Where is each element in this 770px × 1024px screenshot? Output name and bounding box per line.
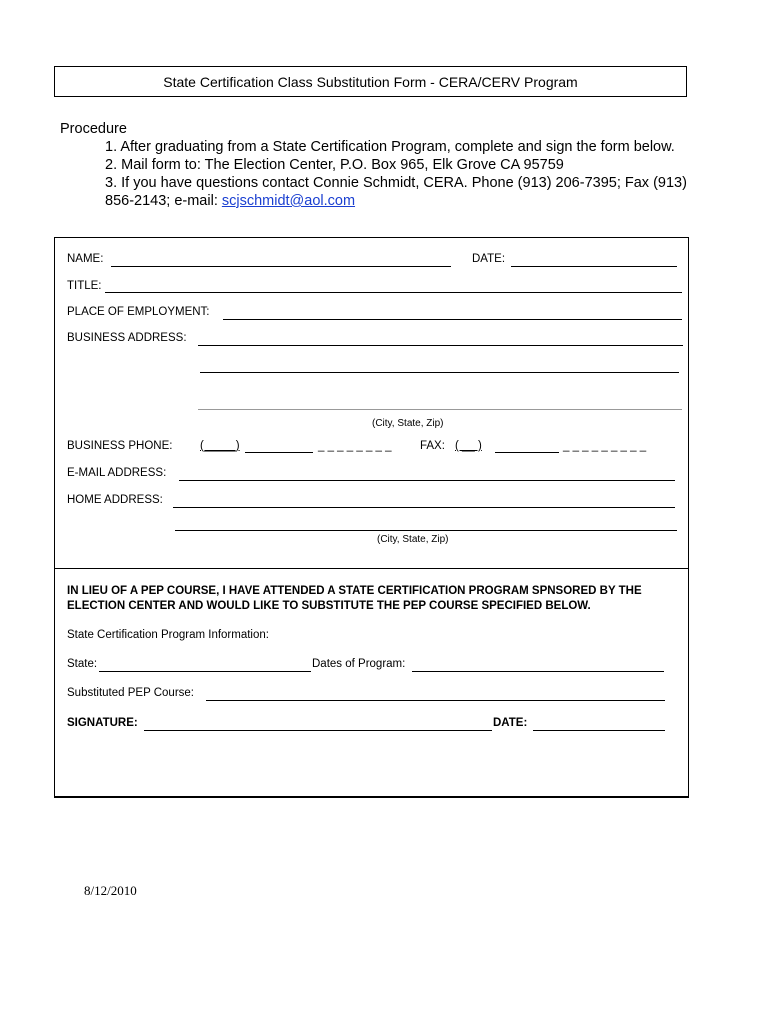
fax-number-field[interactable]: [495, 452, 559, 453]
home-address-field[interactable]: [173, 507, 675, 508]
personal-info-box: [54, 237, 689, 569]
procedure-step-3: [105, 174, 700, 210]
business-address-field[interactable]: [198, 345, 683, 346]
signature-field[interactable]: [144, 730, 492, 731]
procedure-section: [60, 120, 700, 210]
footer-date: 8/12/2010: [84, 883, 137, 898]
business-address-label: BUSINESS ADDRESS:: [67, 332, 187, 344]
fax-dashes: _ _ _ _ _ _ _ _ _: [563, 440, 647, 452]
signature-label: SIGNATURE:: [67, 717, 138, 729]
home-city-state-zip-caption: (City, State, Zip): [377, 534, 449, 545]
signature-date-label: DATE:: [493, 717, 528, 729]
form-title-box: [54, 66, 687, 97]
date-label: DATE:: [472, 253, 506, 265]
home-address-line-2[interactable]: [175, 530, 677, 531]
procedure-list: [60, 138, 700, 210]
home-address-label: HOME ADDRESS:: [67, 494, 163, 506]
date-field[interactable]: [511, 266, 677, 267]
procedure-step-2: 2. Mail form to: The Election Center, P.O. Box 965, Elk Grove CA 95759: [105, 157, 564, 173]
state-label: State:: [67, 658, 98, 670]
substitution-statement: IN LIEU OF A PEP COURSE, I HAVE ATTENDED A STATE CERTIFICATION PROGRAM SPNSORED BY THE ELECTION CENTER AND WOULD LIKE TO SUBSTITUTE THE PEP COURSE SPECIFIED BELOW.: [67, 585, 642, 612]
business-address-line-3[interactable]: [198, 409, 682, 410]
form-title: State Certification Class Substitution Form - CERA/CERV Program: [163, 73, 578, 90]
title-field[interactable]: [105, 292, 682, 293]
pep-course-field[interactable]: [206, 700, 665, 701]
name-label: NAME:: [67, 253, 104, 265]
procedure-step-1: 1. After graduating from a State Certification Program, complete and sign the form below.: [105, 139, 675, 155]
phone-dashes: _ _ _ _ _ _ _ _: [318, 440, 392, 452]
title-label: TITLE:: [67, 280, 102, 292]
employment-field[interactable]: [223, 319, 682, 320]
phone-number-field[interactable]: [245, 452, 313, 453]
business-address-line-2[interactable]: [200, 372, 679, 373]
email-field[interactable]: [179, 480, 675, 481]
fax-area-code[interactable]: ( __ ): [455, 440, 482, 452]
contact-email-link[interactable]: scjschmidt@aol.com: [221, 193, 356, 209]
program-dates-field[interactable]: [412, 671, 664, 672]
program-dates-label: Dates of Program:: [312, 658, 406, 670]
signature-date-field[interactable]: [533, 730, 665, 731]
procedure-step-3-text: 3. If you have questions contact Connie Schmidt, CERA. Phone (913) 206-7395; Fax (913) 856-2143; e-mail:: [105, 175, 687, 209]
fax-label: FAX:: [420, 440, 445, 452]
email-label: E-MAIL ADDRESS:: [67, 467, 167, 479]
phone-area-code[interactable]: (_____): [200, 440, 240, 452]
business-phone-label: BUSINESS PHONE:: [67, 440, 173, 452]
business-city-state-zip-caption: (City, State, Zip): [372, 418, 444, 429]
procedure-heading: Procedure: [60, 121, 127, 137]
employment-label: PLACE OF EMPLOYMENT:: [67, 306, 210, 318]
substitution-box: [54, 568, 689, 798]
state-field[interactable]: [99, 671, 311, 672]
pep-course-label: Substituted PEP Course:: [67, 687, 194, 699]
name-field[interactable]: [111, 266, 451, 267]
program-info-label: State Certification Program Information:: [67, 629, 269, 641]
